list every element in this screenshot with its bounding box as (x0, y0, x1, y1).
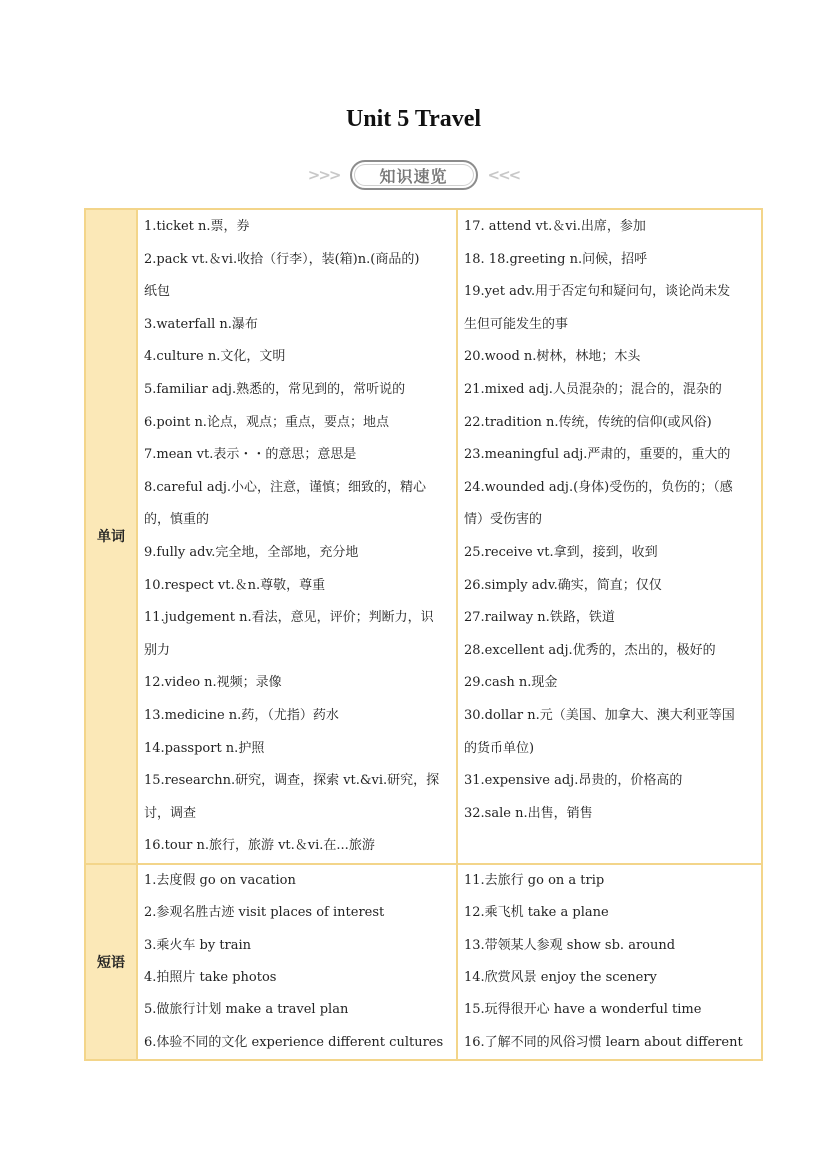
entry-line: 29.cash n.现金 (464, 675, 558, 691)
entry-line: 23.meaningful adj.严肃的，重要的，重大的 (464, 447, 731, 463)
words-row (85, 209, 762, 864)
entry-line: 22.tradition n.传统，传统的信仰(或风俗) (464, 414, 712, 430)
chevron-left-icon: <<< (487, 166, 520, 184)
entry-line: 31.expensive adj.昂贵的，价格高的 (464, 773, 683, 789)
entry-line: 6.体验不同的文化 experience different cultures (144, 1034, 444, 1050)
entry-line: 27.railway n.铁路，铁道 (464, 610, 615, 626)
entry-line: 13.带领某人参观 show sb. around (464, 937, 676, 953)
entry-line: 讨，调查 (144, 805, 197, 821)
entry-line: 11.judgement n.看法，意见，评价；判断力，识 (144, 610, 434, 626)
entry-line: 的货币单位) (464, 740, 535, 756)
chevron-right-icon: >>> (307, 166, 340, 184)
words-right-column (457, 209, 762, 864)
page-title: Unit 5 Travel (345, 106, 482, 132)
phrases-left-column (137, 864, 457, 1060)
entry-line: 12.乘飞机 take a plane (464, 905, 609, 921)
entry-line: 25.receive vt.拿到，接到，收到 (464, 544, 658, 560)
phrases-category: 短语 (85, 864, 137, 1060)
phrases-right-column (457, 864, 762, 1060)
entry-line: 1.去度假 go on vacation (144, 872, 296, 888)
entry-line: 1.ticket n.票，券 (144, 219, 250, 234)
banner-pill (350, 160, 478, 190)
entry-line: 21.mixed adj.人员混杂的；混合的，混杂的 (464, 381, 722, 397)
entry-line: 32.sale n.出售，销售 (464, 805, 593, 821)
entry-line: 11.去旅行 go on a trip (464, 872, 605, 888)
entry-line: 8.careful adj.小心，注意，谨慎；细致的，精心 (144, 479, 427, 495)
words-category: 单词 (85, 209, 137, 864)
entry-line: 10.respect vt.＆n.尊敬，尊重 (144, 577, 326, 593)
entry-line: 6.point n.论点，观点；重点，要点；地点 (144, 414, 389, 430)
entry-line: 别力 (144, 642, 171, 658)
section-banner (0, 158, 827, 192)
entry-line: 的，慎重的 (144, 512, 210, 528)
entry-line: 14.passport n.护照 (144, 740, 265, 756)
entry-line: 24.wounded adj.(身体)受伤的，负伤的；（感 (464, 479, 733, 495)
vocabulary-table (84, 208, 763, 1061)
entry-line: 2.参观名胜古迹 visit places of interest (144, 905, 385, 921)
banner-label: 知识速览 (379, 166, 448, 186)
words-left-column (137, 209, 457, 864)
entry-line: 3.乘火车 by train (144, 937, 252, 953)
entry-line: 5.familiar adj.熟悉的，常见到的，常听说的 (144, 381, 406, 397)
entry-line: 26.simply adv.确实，简直；仅仅 (464, 577, 662, 593)
entry-line: 17. attend vt.＆vi.出席，参加 (464, 219, 646, 234)
entry-line: 7.mean vt.表示・・的意思；意思是 (144, 447, 357, 463)
entry-line: 15.researchn.研究，调查，探索 vt.&vi.研究，探 (144, 773, 440, 789)
entry-line: 12.video n.视频；录像 (144, 675, 282, 691)
entry-line: 9.fully adv.完全地，全部地，充分地 (144, 544, 359, 560)
phrases-row (85, 864, 762, 1060)
entry-line: 4.拍照片 take photos (144, 970, 277, 986)
entry-line: 4.culture n.文化，文明 (144, 349, 286, 365)
entry-line: 19.yet adv.用于否定句和疑问句，谈论尚未发 (464, 284, 731, 300)
entry-line: 18. 18.greeting n.问候，招呼 (464, 251, 648, 267)
entry-line: 14.欣赏风景 enjoy the scenery (464, 970, 657, 986)
entry-line: 3.waterfall n.瀑布 (144, 316, 258, 332)
entry-line: 28.excellent adj.优秀的，杰出的，极好的 (464, 642, 716, 658)
entry-line: 15.玩得很开心 have a wonderful time (464, 1002, 702, 1018)
entry-line: 生但可能发生的事 (464, 316, 569, 332)
entry-line: 20.wood n.树林，林地；木头 (464, 349, 641, 365)
entry-line: 30.dollar n.元（美国、加拿大、澳大利亚等国 (464, 707, 735, 723)
entry-line: 16.了解不同的风俗习惯 learn about different (464, 1034, 743, 1050)
entry-line: 5.做旅行计划 make a travel plan (144, 1002, 349, 1018)
entry-line: 13.medicine n.药，（尤指）药水 (144, 707, 339, 723)
entry-line: 16.tour n.旅行，旅游 vt.＆vi.在...旅游 (144, 838, 375, 854)
entry-line: 纸包 (144, 284, 171, 300)
entry-line: 情）受伤害的 (464, 512, 543, 528)
entry-line: 2.pack vt.＆vi.收拾（行李），装(箱)n.(商品的) (144, 251, 420, 267)
